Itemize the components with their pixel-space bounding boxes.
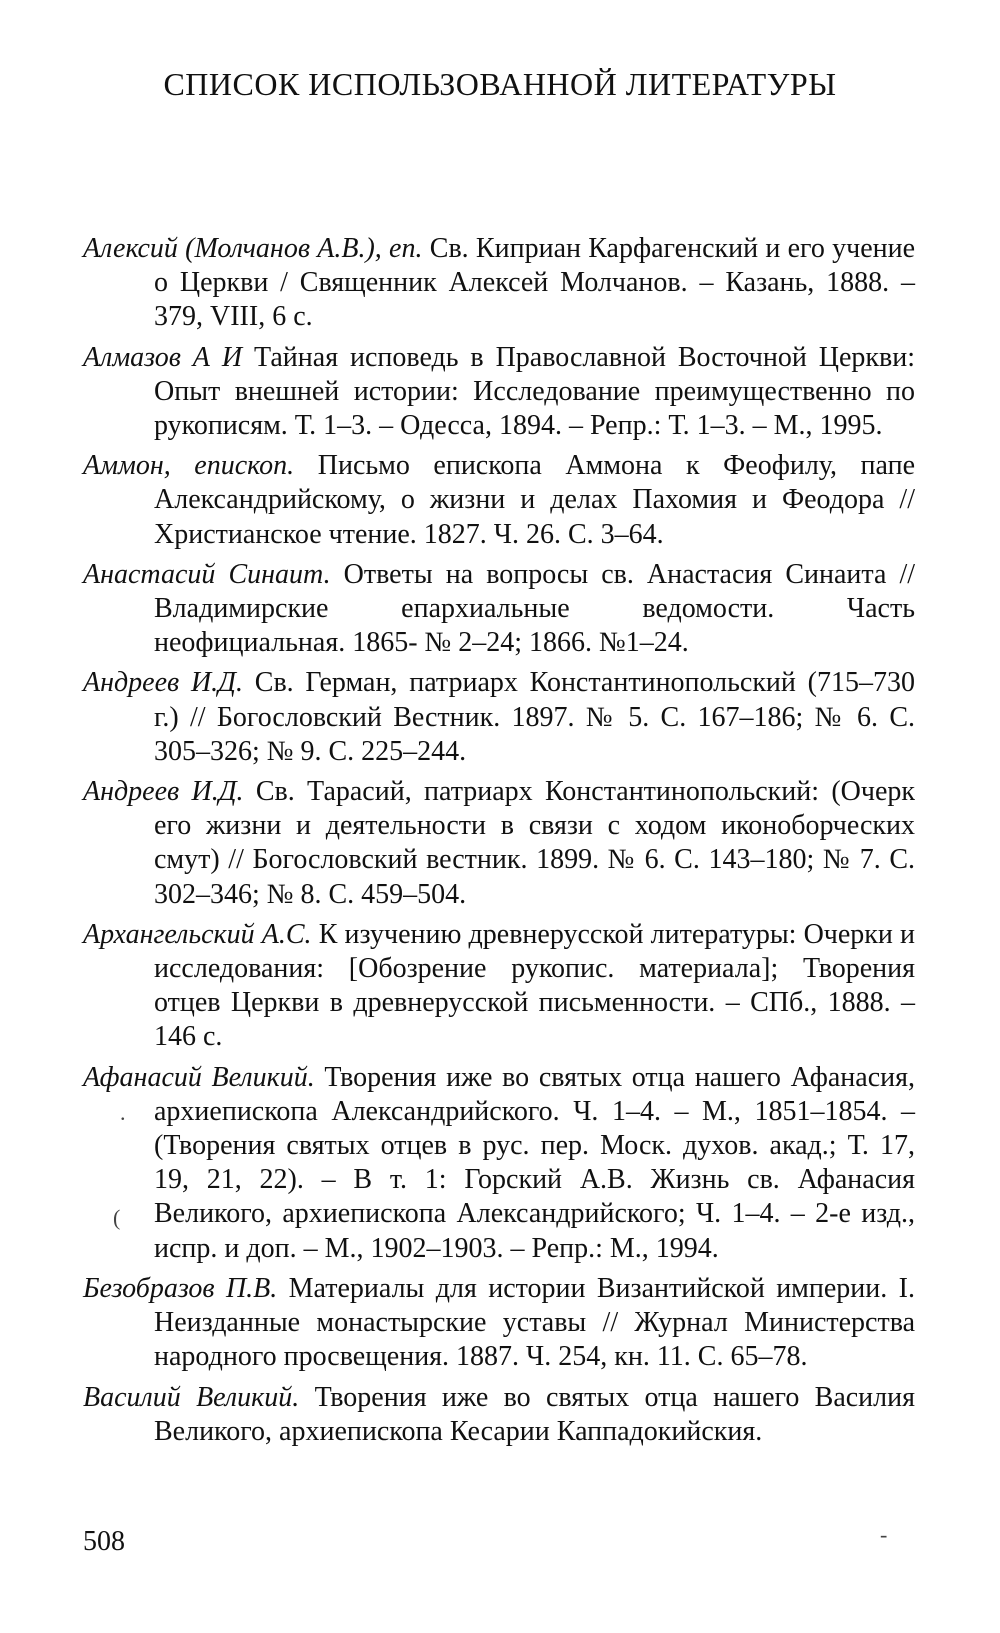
stray-dot-mark: .: [120, 1100, 126, 1125]
entry-text: Св. Тарасий, патриарх Константинопольский: (Очерк его жизни и деятельности в связи с ходом иконоборческих смут) // Богословский вестник. 1899. № 6. С. 143–180; № 7. С. 302–346; № 8. С. 459–504.: [154, 776, 915, 910]
bibliography-entry: [83, 918, 915, 1055]
entry-author: Афанасий Великий.: [83, 1061, 315, 1093]
entry-author: Андреев И.Д.: [83, 776, 244, 808]
bibliography-entry: [83, 1381, 915, 1449]
entry-author: Архангельский А.С.: [83, 918, 312, 950]
entry-text: К изучению древнерусской литературы: Очерки и исследования: [Обозрение рукопис. материала]; Творения отцев Церкви в древнерусской письменности. – СПб., 1888. – 146 с.: [154, 918, 916, 1053]
bibliography-entry: [83, 1272, 915, 1375]
entry-text: Св. Киприан Карфагенский и его учение о Церкви / Священник Алексей Молчанов. – Казань, 1888. – 379, VIII, 6 с.: [154, 233, 916, 333]
bibliography-list: [83, 232, 915, 1455]
bibliography-entry: [83, 666, 915, 769]
entry-author: Андреев И.Д.: [83, 667, 243, 699]
bibliography-entry: [83, 775, 915, 912]
page-number: 508: [83, 1526, 125, 1557]
bibliography-entry: [83, 232, 915, 335]
entry-author: Алексий (Молчанов А.В.), еп.: [83, 233, 423, 264]
entry-text: Материалы для истории Византийской империи. I. Неизданные монастырские уставы // Журнал Министерства народного просвещения. 1887. Ч. 254, кн. 11. С. 65–78.: [154, 1272, 915, 1373]
entry-author: Безобразов П.В.: [83, 1272, 278, 1304]
entry-text: Св. Герман, патриарх Константинопольский (715–730 г.) // Богословский Вестник. 1897. № 5. С. 167–186; № 6. С. 305–326; № 9. С. 225–244.: [154, 667, 916, 767]
entry-author: Василий Великий.: [83, 1381, 300, 1413]
stray-dash-mark: -: [880, 1522, 888, 1547]
entry-author: Алмазов А И: [83, 341, 243, 373]
entry-text: Ответы на вопросы св. Анастасия Синаита // Владимирские епархиальные ведомости. Часть неофициальная. 1865- № 2–24; 1866. №1–24.: [154, 558, 916, 659]
bibliography-entry: [83, 449, 915, 552]
stray-bracket-mark: (: [113, 1205, 121, 1230]
page-title: СПИСОК ИСПОЛЬЗОВАННОЙ ЛИТЕРАТУРЫ: [163, 66, 837, 102]
entry-text: Творения иже во святых отца нашего Василия Великого, архиепископа Кесарии Каппадокийския.: [154, 1381, 915, 1447]
entry-author: Анастасий Синаит.: [83, 558, 331, 590]
entry-text: Тайная исповедь в Православной Восточной Церкви: Опыт внешней истории: Исследование преимущественно по рукописям. Т. 1–3. – Одесса, 1894. – Репр.: Т. 1–3. – М., 1995.: [154, 341, 916, 442]
entry-text: Творения иже во святых отца нашего Афанасия, архиепископа Александрийского. Ч. 1–4. – М., 1851–1854. – (Творения святых отцев в рус. пер. Моск. духов. акад.; Т. 17, 19, 21, 22). – В т. 1: Горский А.В. Жизнь св. Афанасия Великого, архиепископа Александрийского; Ч. 1–4. – 2-е изд., испр. и доп. – М., 1902–1903. – Репр.: М., 1994.: [154, 1061, 915, 1264]
entry-author: Аммон, епископ.: [83, 450, 295, 482]
entry-text: Письмо епископа Аммона к Феофилу, папе Александрийскому, о жизни и делах Пахомия и Феодора // Христианское чтение. 1827. Ч. 26. С. 3–64.: [154, 450, 916, 550]
bibliography-entry: [83, 1061, 915, 1266]
bibliography-entry: [83, 558, 915, 661]
bibliography-entry: [83, 341, 915, 444]
